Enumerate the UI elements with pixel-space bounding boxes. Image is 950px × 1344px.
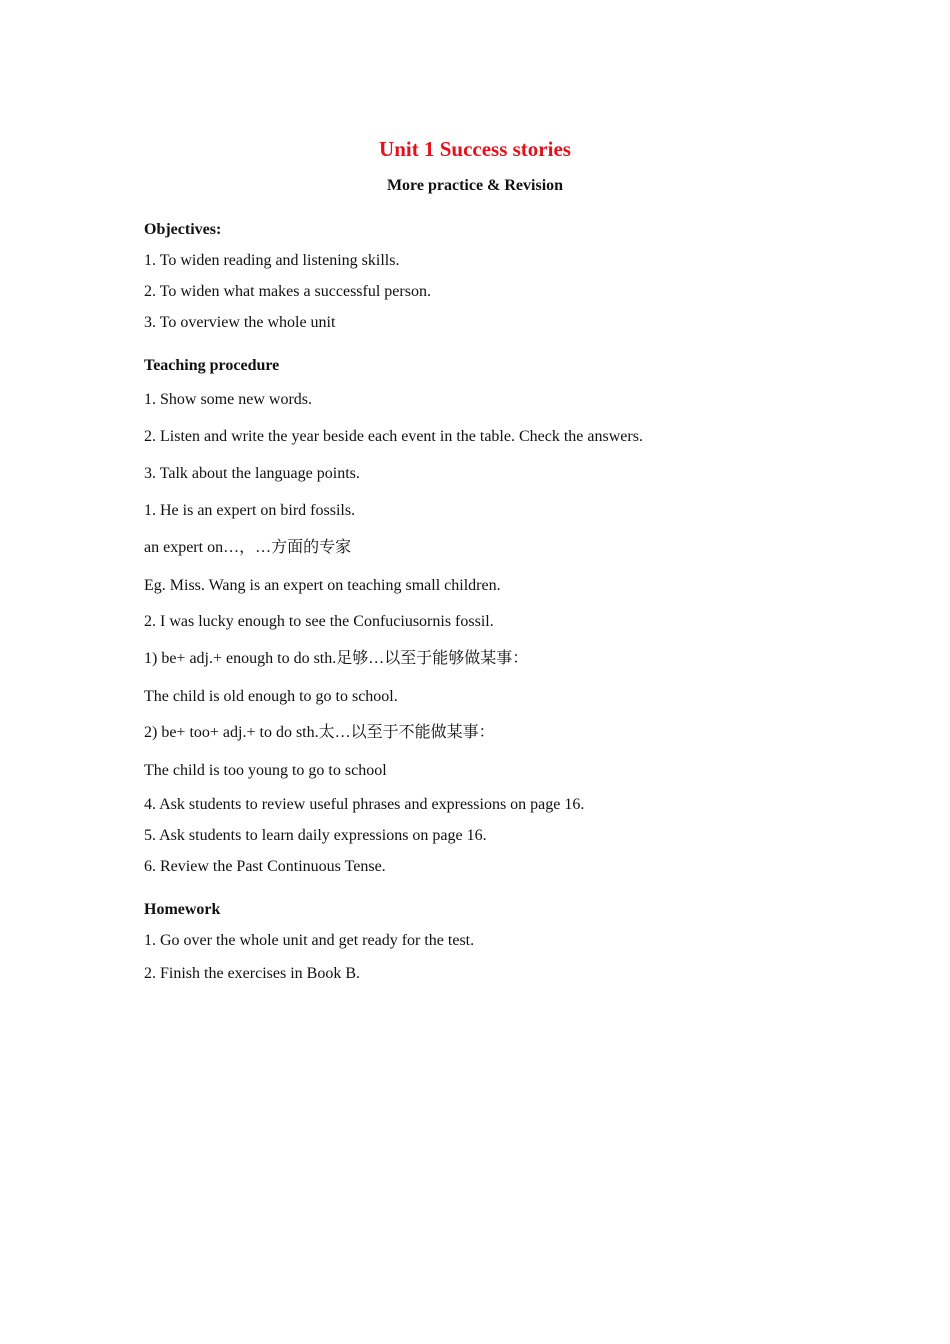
objective-item: 3. To overview the whole unit xyxy=(144,314,336,331)
language-point: Eg. Miss. Wang is an expert on teaching small children. xyxy=(144,577,501,594)
homework-item: 1. Go over the whole unit and get ready for the test. xyxy=(144,932,475,949)
procedure-item: 3. Talk about the language points. xyxy=(144,465,360,482)
procedure-item: 2. Listen and write the year beside each event in the table. Check the answers. xyxy=(144,428,643,445)
homework-heading: Homework xyxy=(144,901,221,918)
homework-item: 2. Finish the exercises in Book B. xyxy=(144,965,360,982)
language-point: 2) be+ too+ adj.+ to do sth.太…以至于不能做某事： xyxy=(144,724,495,741)
language-point: 1. He is an expert on bird fossils. xyxy=(144,502,356,519)
procedure-item: 4. Ask students to review useful phrases and expressions on page 16. xyxy=(144,796,585,813)
objective-item: 1. To widen reading and listening skills. xyxy=(144,252,400,269)
language-point: 1) be+ adj.+ enough to do sth.足够…以至于能够做某事： xyxy=(144,650,529,667)
language-point: The child is old enough to go to school. xyxy=(144,688,398,705)
objectives-heading: Objectives: xyxy=(144,221,222,238)
procedure-heading: Teaching procedure xyxy=(144,357,280,374)
procedure-item: 6. Review the Past Continuous Tense. xyxy=(144,858,386,875)
language-point: 2. I was lucky enough to see the Confuciusornis fossil. xyxy=(144,613,494,630)
document-subtitle: More practice & Revision xyxy=(386,177,564,194)
procedure-item: 5. Ask students to learn daily expressions on page 16. xyxy=(144,827,487,844)
objective-item: 2. To widen what makes a successful person. xyxy=(144,283,431,300)
procedure-item: 1. Show some new words. xyxy=(144,391,312,408)
language-point: The child is too young to go to school xyxy=(144,762,387,779)
document-title: Unit 1 Success stories xyxy=(379,137,571,161)
language-point: an expert on…，…方面的专家 xyxy=(144,539,352,556)
